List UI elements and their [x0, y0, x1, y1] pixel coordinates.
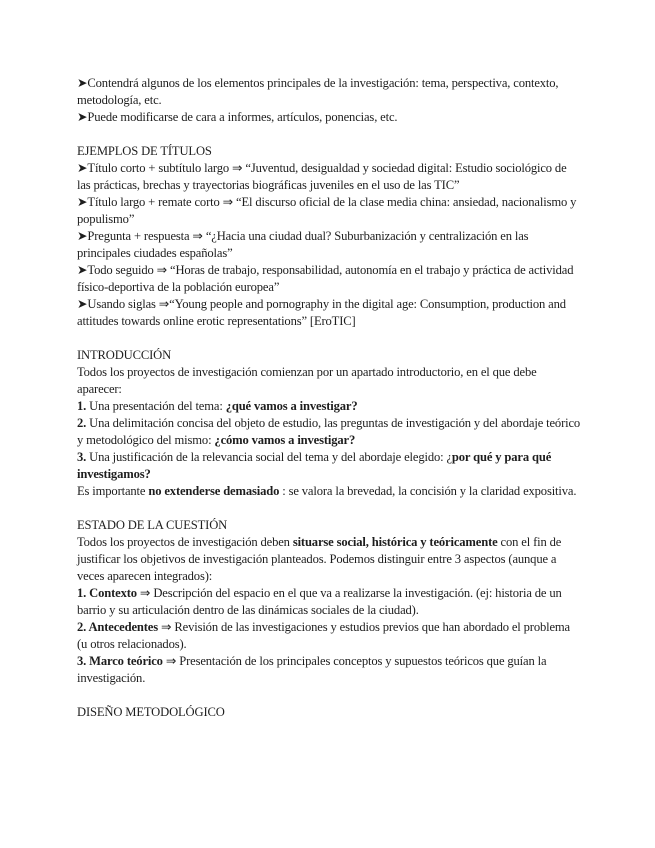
lead-emphasis: situarse social, histórica y teóricamente — [292, 535, 498, 549]
intro-bullet-1: ➤Contendrá algunos de los elementos principales de la investigación: tema, perspectiva, contexto, metodología, etc. — [77, 76, 559, 107]
introduccion-item-1 — [77, 398, 582, 415]
item-text: ⇒ Presentación de los principales conceptos y supuestos teóricos que guían la investigación. — [77, 654, 547, 685]
introduccion-lead: Todos los proyectos de investigación comienzan por un apartado introductorio, en el que debe aparecer: — [77, 365, 537, 396]
intro-bullet-2: ➤Puede modificarse de cara a informes, artículos, ponencias, etc. — [77, 110, 398, 124]
estado-item-2 — [77, 619, 582, 653]
introduccion-heading: INTRODUCCIÓN — [77, 348, 172, 362]
diseno-heading: DISEÑO METODOLÓGICO — [77, 705, 225, 719]
item-label: 2. Antecedentes — [77, 620, 158, 634]
item-label: 1. Contexto — [77, 586, 137, 600]
note-emphasis: no extenderse demasiado — [148, 484, 280, 498]
ejemplo-item-5: ➤Usando siglas ⇒“Young people and pornography in the digital age: Consumption, production and attitudes towards online erotic representations” [EroTIC] — [77, 297, 566, 328]
note-pre: Es importante — [77, 484, 149, 498]
estado-item-3 — [77, 653, 582, 687]
ejemplo-item-4: ➤Todo seguido ⇒ “Horas de trabajo, responsabilidad, autonomía en el trabajo y práctica de actividad físico-deportiva de la población europea” — [77, 263, 574, 294]
ejemplo-item-1: ➤Título corto + subtítulo largo ⇒ “Juventud, desigualdad y sociedad digital: Estudio sociológico de las prácticas, brechas y trayectorias biográficas juveniles en el uso de las TIC” — [77, 161, 567, 192]
item-text: Una presentación del tema: — [86, 399, 226, 413]
ejemplos-heading: EJEMPLOS DE TÍTULOS — [77, 144, 212, 158]
item-text: ⇒ Descripción del espacio en el que va a realizarse la investigación. (ej: historia de un barrio y su articulación dentro de las dinámicas sociales de la ciudad). — [77, 586, 562, 617]
item-text: Una justificación de la relevancia social del tema y del abordaje elegido: ¿ — [86, 450, 452, 464]
item-label: 3. Marco teórico — [77, 654, 163, 668]
estado-lead — [77, 534, 582, 585]
estado-heading: ESTADO DE LA CUESTIÓN — [77, 518, 228, 532]
item-text: Una delimitación concisa del objeto de estudio, las preguntas de investigación y del abordaje teórico y metodológico del mismo: — [77, 416, 581, 447]
ejemplo-item-3: ➤Pregunta + respuesta ⇒ “¿Hacia una ciudad dual? Suburbanización y centralización en las principales ciudades españolas” — [77, 229, 529, 260]
item-number: 1. — [77, 399, 87, 413]
ejemplo-item-2: ➤Título largo + remate corto ⇒ “El discurso oficial de la clase media china: ansiedad, nacionalismo y populismo” — [77, 195, 577, 226]
introduccion-item-2 — [77, 415, 582, 449]
estado-item-1 — [77, 585, 582, 619]
document-page — [77, 75, 582, 721]
item-question: ¿cómo vamos a investigar? — [214, 433, 356, 447]
item-number: 3. — [77, 450, 87, 464]
item-question: ¿qué vamos a investigar? — [225, 399, 358, 413]
introduccion-item-3 — [77, 449, 582, 483]
lead-post: con el fin de justificar los objetivos de investigación planteados. Podemos distinguir entre 3 aspectos (aunque a veces aparecen integrados): — [77, 535, 562, 583]
item-number: 2. — [77, 416, 87, 430]
introduccion-note — [77, 483, 582, 500]
lead-pre: Todos los proyectos de investigación deben — [77, 535, 293, 549]
note-post: : se valora la brevedad, la concisión y la claridad expositiva. — [279, 484, 577, 498]
item-text: ⇒ Revisión de las investigaciones y estudios previos que han abordado el problema (u otros relacionados). — [77, 620, 571, 651]
item-question: por qué y para qué investigamos? — [77, 450, 552, 481]
